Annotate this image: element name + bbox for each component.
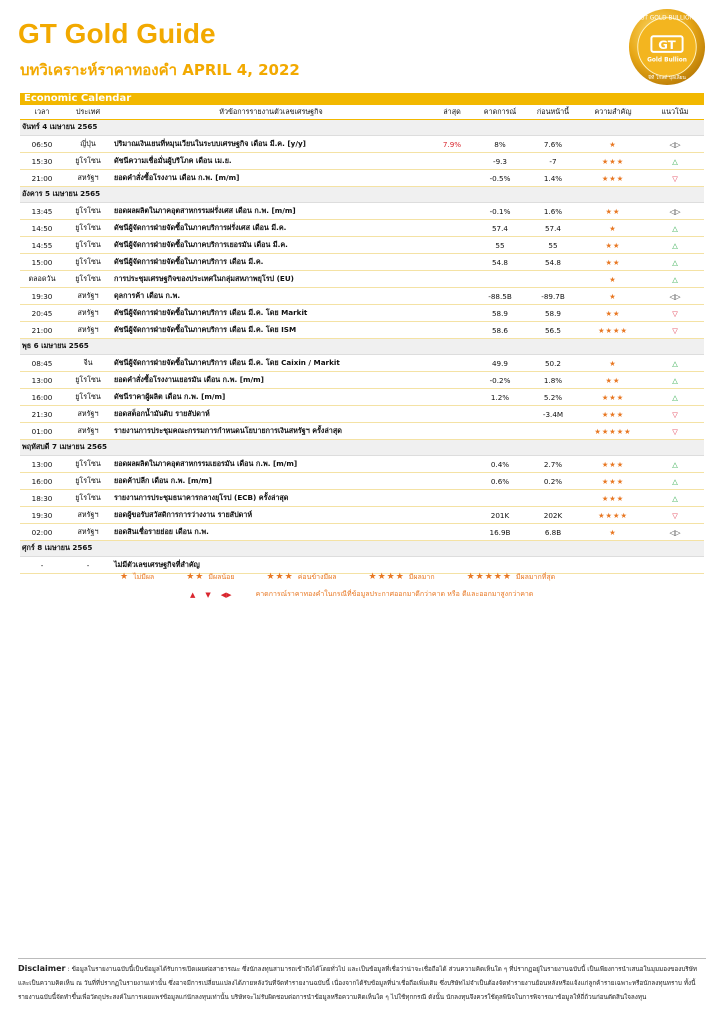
section-title-bar: Economic Calendar: [20, 93, 704, 105]
time-cell: 21:00: [20, 322, 64, 339]
country-cell: สหรัฐฯ: [64, 507, 112, 524]
importance-legend-item: [369, 572, 435, 583]
col-header-previous: ก่อนหน้านี้: [526, 105, 580, 120]
trend-icon: △: [646, 389, 704, 406]
time-cell: 16:00: [20, 473, 64, 490]
trend-icon: ▽: [646, 305, 704, 322]
country-cell: จีน: [64, 355, 112, 372]
event-cell: ยอดสินเชื่อรายย่อย เดือน ก.พ.: [112, 524, 430, 541]
disclaimer: [18, 962, 706, 1005]
star-icon: ★★★★: [368, 572, 405, 582]
time-cell: 15:00: [20, 254, 64, 271]
country-cell: สหรัฐฯ: [64, 406, 112, 423]
importance-stars: ★★★: [580, 406, 646, 423]
importance-stars: ★★: [580, 237, 646, 254]
table-row: [20, 237, 704, 254]
star-icon: ★★★: [266, 572, 294, 582]
country-cell: ยูโรโซน: [64, 153, 112, 170]
forecast-cell: 55: [474, 237, 526, 254]
time-cell: 14:55: [20, 237, 64, 254]
actual-cell: [430, 423, 474, 440]
importance-stars: ★★: [580, 305, 646, 322]
trend-icon: △: [646, 355, 704, 372]
importance-stars: ★: [580, 220, 646, 237]
trend-neutral-symbol: ◀▶: [220, 590, 232, 599]
country-cell: ยูโรโซน: [64, 389, 112, 406]
actual-cell: [430, 490, 474, 507]
table-row: [20, 153, 704, 170]
actual-cell: [430, 473, 474, 490]
star-icon: ★: [120, 572, 130, 582]
table-row: [20, 490, 704, 507]
previous-cell: 54.8: [526, 254, 580, 271]
importance-stars: ★: [580, 524, 646, 541]
event-cell: ดัชนีผู้จัดการฝ่ายจัดซื้อในภาคบริการ เดือน มี.ค. โดย Caixin / Markit: [112, 355, 430, 372]
time-cell: 21:00: [20, 170, 64, 187]
trend-icon: ◁▷: [646, 288, 704, 305]
col-header-time: เวลา: [20, 105, 64, 120]
time-cell: 19:30: [20, 507, 64, 524]
country-cell: ยูโรโซน: [64, 372, 112, 389]
event-cell: ดัชนีผู้จัดการฝ่ายจัดซื้อในภาคบริการ เดือน มี.ค. โดย ISM: [112, 322, 430, 339]
importance-stars: ★★★★: [580, 322, 646, 339]
event-cell: ดัชนีผู้จัดการฝ่ายจัดซื้อในภาคบริการ เดือน มี.ค. โดย Markit: [112, 305, 430, 322]
time-cell: 13:00: [20, 456, 64, 473]
forecast-cell: -9.3: [474, 153, 526, 170]
logo-arc-bottom: จีที โกลด์ บุลเลียน: [648, 75, 686, 82]
event-cell: ยอดคำสั่งซื้อโรงงานเยอรมัน เดือน ก.พ. [m/m]: [112, 372, 430, 389]
trend-icon: △: [646, 237, 704, 254]
table-row: [20, 136, 704, 153]
previous-cell: 7.6%: [526, 136, 580, 153]
event-cell: ดัชนีผู้จัดการฝ่ายจัดซื้อในภาคบริการเยอรมัน เดือน มี.ค.: [112, 237, 430, 254]
importance-stars: ★: [580, 136, 646, 153]
importance-stars: ★★: [580, 372, 646, 389]
importance-stars: ★★★: [580, 389, 646, 406]
trend-icon: △: [646, 473, 704, 490]
event-cell: ยอดผลผลิตในภาคอุตสาหกรรมเยอรมัน เดือน ก.พ. [m/m]: [112, 456, 430, 473]
importance-legend-label: ไม่มีผล: [133, 573, 155, 581]
star-icon: ★★★★★: [466, 572, 512, 582]
actual-cell: [430, 355, 474, 372]
forecast-cell: [474, 271, 526, 288]
col-header-event: หัวข้อการรายงานตัวเลขเศรษฐกิจ: [112, 105, 430, 120]
trend-icon: ◁▷: [646, 524, 704, 541]
day-label: จันทร์ 4 เมษายน 2565: [20, 120, 704, 136]
trend-icon: △: [646, 220, 704, 237]
previous-cell: [526, 490, 580, 507]
previous-cell: 5.2%: [526, 389, 580, 406]
event-cell: ยอดสต็อกน้ำมันดิบ รายสัปดาห์: [112, 406, 430, 423]
trend-icon: ▽: [646, 170, 704, 187]
disclaimer-label: Disclaimer: [18, 964, 66, 973]
table-row: [20, 170, 704, 187]
forecast-cell: 1.2%: [474, 389, 526, 406]
country-cell: ยูโรโซน: [64, 237, 112, 254]
forecast-cell: -0.5%: [474, 170, 526, 187]
country-cell: ยูโรโซน: [64, 456, 112, 473]
country-cell: สหรัฐฯ: [64, 288, 112, 305]
forecast-cell: 16.9B: [474, 524, 526, 541]
col-header-trend: แนวโน้ม: [646, 105, 704, 120]
time-cell: 01:00: [20, 423, 64, 440]
forecast-cell: -0.2%: [474, 372, 526, 389]
forecast-cell: 58.9: [474, 305, 526, 322]
forecast-cell: [474, 557, 526, 574]
importance-legend-label: มีผลมาก: [408, 573, 435, 581]
table-row: [20, 355, 704, 372]
actual-cell: [430, 271, 474, 288]
trend-icon: △: [646, 372, 704, 389]
importance-legend-label: มีผลมากที่สุด: [515, 573, 556, 581]
table-row: [20, 507, 704, 524]
forecast-cell: 201K: [474, 507, 526, 524]
table-row: [20, 271, 704, 288]
table-row: [20, 220, 704, 237]
disclaimer-text: : ข้อมูลในรายงานฉบับนี้เป็นข้อมูลได้รับการเปิดเผยต่อสาธารณะ ซึ่งนักลงทุนสามารถเข้าถึงได้โดยทั่วไป และเป็นข้อมูลที่เชื่อว่าน่าจะเชื่อถือได้ ส่วนความคิดเห็นใด ๆ ที่ปรากฏอยู่ในรายงานฉบับนี้ เป็นเพียงการนำเสนอในมุมมองของบริษัท และเป็นความคิดเห็น ณ วันที่ที่ปรากฏในรายงานเท่านั้น ซึ่งอาจมีการเปลี่ยนแปลงได้ภายหลังวันที่จัดทำรายงานฉบับนี้ เนื่องจากได้รับข้อมูลที่น่าเชื่อถือเพิ่มเติม ซึ่งบริษัทไม่จำเป็นต้องจัดทำรายงานย้อนหลังหรือแจ้งแก่ลูกค้ารายเฉพาะหรือนักลงทุนทราบ ทั้งนี้ รายงานฉบับนี้จัดทำขึ้นเพื่อวัตถุประสงค์ในการเผยแพร่ข้อมูลแก่นักลงทุนเท่านั้น บริษัทจะไม่รับผิดชอบต่อการนำข้อมูลหรือความคิดเห็นใด ๆ ไปใช้ทุกกรณี ดังนั้น นักลงทุนจึงควรใช้ดุลพินิจในการพิจารณาข้อมูลให้ถี่ถ้วนก่อนตัดสินใจลงทุน: [18, 966, 697, 1001]
trend-legend-note: คาดการณ์ราคาทองคำในกรณีที่ข้อมูลประกาศออกมาดีกว่าคาด หรือ ดีและออกมาสูงกว่าคาด: [255, 590, 534, 598]
actual-cell: [430, 389, 474, 406]
table-header-row: [20, 105, 704, 120]
forecast-cell: [474, 406, 526, 423]
time-cell: 06:50: [20, 136, 64, 153]
col-header-country: ประเทศ: [64, 105, 112, 120]
importance-stars: ★★★★: [580, 507, 646, 524]
actual-cell: [430, 288, 474, 305]
table-row: [20, 423, 704, 440]
actual-cell: [430, 305, 474, 322]
time-cell: 16:00: [20, 389, 64, 406]
importance-legend-item: [467, 572, 556, 583]
page-title: GT Gold Guide: [18, 18, 216, 49]
page-subtitle: บทวิเคราะห์ราคาทองคำ APRIL 4, 2022: [20, 61, 300, 79]
previous-cell: [526, 271, 580, 288]
time-cell: 13:45: [20, 203, 64, 220]
event-cell: ยอดคำสั่งซื้อโรงงาน เดือน ก.พ. [m/m]: [112, 170, 430, 187]
economic-calendar-table: [20, 105, 704, 574]
importance-stars: ★★★: [580, 490, 646, 507]
forecast-cell: -88.5B: [474, 288, 526, 305]
event-cell: ดัชนีราคาผู้ผลิต เดือน ก.พ. [m/m]: [112, 389, 430, 406]
trend-icon: ▽: [646, 322, 704, 339]
country-cell: สหรัฐฯ: [64, 423, 112, 440]
previous-cell: 0.2%: [526, 473, 580, 490]
actual-cell: [430, 170, 474, 187]
table-row: [20, 389, 704, 406]
forecast-cell: 8%: [474, 136, 526, 153]
previous-cell: -3.4M: [526, 406, 580, 423]
day-label: พฤหัสบดี 7 เมษายน 2565: [20, 440, 704, 456]
table-row: [20, 305, 704, 322]
time-cell: -: [20, 557, 64, 574]
forecast-cell: -0.1%: [474, 203, 526, 220]
event-cell: ยอดผู้ขอรับสวัสดิการการว่างงาน รายสัปดาห์: [112, 507, 430, 524]
actual-cell: 7.9%: [430, 136, 474, 153]
previous-cell: 2.7%: [526, 456, 580, 473]
previous-cell: 58.9: [526, 305, 580, 322]
importance-stars: [580, 557, 646, 574]
previous-cell: 1.4%: [526, 170, 580, 187]
table-row: [20, 322, 704, 339]
col-header-actual: ล่าสุด: [430, 105, 474, 120]
gt-gold-bullion-logo: [628, 8, 706, 86]
importance-stars: ★: [580, 271, 646, 288]
previous-cell: 57.4: [526, 220, 580, 237]
event-cell: ดัชนีผู้จัดการฝ่ายจัดซื้อในภาคบริการฝรั่งเศส เดือน มี.ค.: [112, 220, 430, 237]
actual-cell: [430, 237, 474, 254]
previous-cell: 202K: [526, 507, 580, 524]
star-icon: ★★: [186, 572, 205, 582]
table-row: [20, 557, 704, 574]
event-cell: ยอดค้าปลีก เดือน ก.พ. [m/m]: [112, 473, 430, 490]
event-cell: ยอดผลผลิตในภาคอุตสาหกรรมฝรั่งเศส เดือน ก.พ. [m/m]: [112, 203, 430, 220]
previous-cell: -89.7B: [526, 288, 580, 305]
forecast-cell: [474, 490, 526, 507]
actual-cell: [430, 507, 474, 524]
trend-icon: △: [646, 254, 704, 271]
importance-legend-item: [266, 572, 336, 583]
forecast-cell: 49.9: [474, 355, 526, 372]
forecast-cell: 58.6: [474, 322, 526, 339]
table-row: [20, 372, 704, 389]
country-cell: สหรัฐฯ: [64, 322, 112, 339]
col-header-importance: ความสำคัญ: [580, 105, 646, 120]
event-cell: การประชุมเศรษฐกิจของประเทศในกลุ่มสหภาพยุโรป (EU): [112, 271, 430, 288]
country-cell: สหรัฐฯ: [64, 305, 112, 322]
country-cell: ยูโรโซน: [64, 220, 112, 237]
trend-down-symbol: ▼: [205, 590, 211, 599]
time-cell: 20:45: [20, 305, 64, 322]
event-cell: ดัชนีผู้จัดการฝ่ายจัดซื้อในภาคบริการ เดือน มี.ค.: [112, 254, 430, 271]
trend-icon: ▽: [646, 423, 704, 440]
time-cell: 02:00: [20, 524, 64, 541]
col-header-forecast: คาดการณ์: [474, 105, 526, 120]
previous-cell: 1.6%: [526, 203, 580, 220]
previous-cell: -7: [526, 153, 580, 170]
actual-cell: [430, 524, 474, 541]
actual-cell: [430, 254, 474, 271]
time-cell: 19:30: [20, 288, 64, 305]
importance-stars: ★★★: [580, 170, 646, 187]
country-cell: ยูโรโซน: [64, 473, 112, 490]
table-row: [20, 254, 704, 271]
importance-stars: ★: [580, 355, 646, 372]
importance-legend: [120, 572, 680, 583]
previous-cell: 55: [526, 237, 580, 254]
day-header-row: [20, 339, 704, 355]
logo-mark: GT: [658, 37, 676, 52]
trend-legend: [190, 589, 533, 600]
trend-up-symbol: ▲: [190, 590, 196, 599]
actual-cell: [430, 372, 474, 389]
country-cell: ยูโรโซน: [64, 254, 112, 271]
actual-cell: [430, 203, 474, 220]
logo-arc-top: GT GOLD BULLION: [640, 15, 694, 22]
time-cell: 14:50: [20, 220, 64, 237]
importance-stars: ★★: [580, 254, 646, 271]
day-label: อังคาร 5 เมษายน 2565: [20, 187, 704, 203]
time-cell: 08:45: [20, 355, 64, 372]
event-cell: ดุลการค้า เดือน ก.พ.: [112, 288, 430, 305]
time-cell: 15:30: [20, 153, 64, 170]
country-cell: ญี่ปุ่น: [64, 136, 112, 153]
time-cell: 21:30: [20, 406, 64, 423]
event-cell: ดัชนีความเชื่อมั่นผู้บริโภค เดือน เม.ย.: [112, 153, 430, 170]
previous-cell: [526, 423, 580, 440]
day-header-row: [20, 120, 704, 136]
day-label: ศุกร์ 8 เมษายน 2565: [20, 541, 704, 557]
trend-icon: ◁▷: [646, 203, 704, 220]
event-cell: รายงานการประชุมคณะกรรมการกำหนดนโยบายการเงินสหรัฐฯ ครั้งล่าสุด: [112, 423, 430, 440]
previous-cell: [526, 557, 580, 574]
event-cell: รายงานการประชุมธนาคารกลางยุโรป (ECB) ครั้งล่าสุด: [112, 490, 430, 507]
trend-icon: △: [646, 153, 704, 170]
trend-icon: △: [646, 456, 704, 473]
table-row: [20, 288, 704, 305]
event-cell: ปริมาณเงินเยนที่หมุนเวียนในระบบเศรษฐกิจ เดือน มี.ค. [y/y]: [112, 136, 430, 153]
actual-cell: [430, 322, 474, 339]
trend-icon: ◁▷: [646, 136, 704, 153]
time-cell: ตลอดวัน: [20, 271, 64, 288]
table-row: [20, 524, 704, 541]
actual-cell: [430, 153, 474, 170]
forecast-cell: 54.8: [474, 254, 526, 271]
importance-legend-label: มีผลน้อย: [208, 573, 235, 581]
actual-cell: [430, 220, 474, 237]
importance-stars: ★★: [580, 203, 646, 220]
importance-stars: ★★★: [580, 153, 646, 170]
time-cell: 13:00: [20, 372, 64, 389]
table-row: [20, 473, 704, 490]
country-cell: ยูโรโซน: [64, 271, 112, 288]
forecast-cell: 57.4: [474, 220, 526, 237]
country-cell: ยูโรโซน: [64, 203, 112, 220]
importance-legend-item: [120, 572, 154, 583]
trend-icon: △: [646, 490, 704, 507]
table-row: [20, 406, 704, 423]
country-cell: สหรัฐฯ: [64, 170, 112, 187]
trend-icon: △: [646, 271, 704, 288]
trend-icon: ▽: [646, 507, 704, 524]
country-cell: สหรัฐฯ: [64, 524, 112, 541]
day-header-row: [20, 187, 704, 203]
importance-legend-item: [186, 572, 234, 583]
day-header-row: [20, 541, 704, 557]
previous-cell: 50.2: [526, 355, 580, 372]
day-header-row: [20, 440, 704, 456]
importance-stars: ★★★: [580, 456, 646, 473]
previous-cell: 56.5: [526, 322, 580, 339]
day-label: พุธ 6 เมษายน 2565: [20, 339, 704, 355]
actual-cell: [430, 406, 474, 423]
forecast-cell: 0.6%: [474, 473, 526, 490]
disclaimer-divider: [18, 958, 706, 959]
importance-stars: ★: [580, 288, 646, 305]
actual-cell: [430, 557, 474, 574]
importance-stars: ★★★★★: [580, 423, 646, 440]
trend-icon: [646, 557, 704, 574]
actual-cell: [430, 456, 474, 473]
country-cell: -: [64, 557, 112, 574]
previous-cell: 1.8%: [526, 372, 580, 389]
table-row: [20, 456, 704, 473]
importance-legend-label: ค่อนข้างมีผล: [297, 573, 337, 581]
time-cell: 18:30: [20, 490, 64, 507]
trend-icon: ▽: [646, 406, 704, 423]
forecast-cell: 0.4%: [474, 456, 526, 473]
event-cell: ไม่มีตัวเลขเศรษฐกิจที่สำคัญ: [112, 557, 430, 574]
forecast-cell: [474, 423, 526, 440]
logo-name: Gold Bullion: [647, 57, 687, 64]
table-row: [20, 203, 704, 220]
importance-stars: ★★★: [580, 473, 646, 490]
country-cell: ยูโรโซน: [64, 490, 112, 507]
previous-cell: 6.8B: [526, 524, 580, 541]
